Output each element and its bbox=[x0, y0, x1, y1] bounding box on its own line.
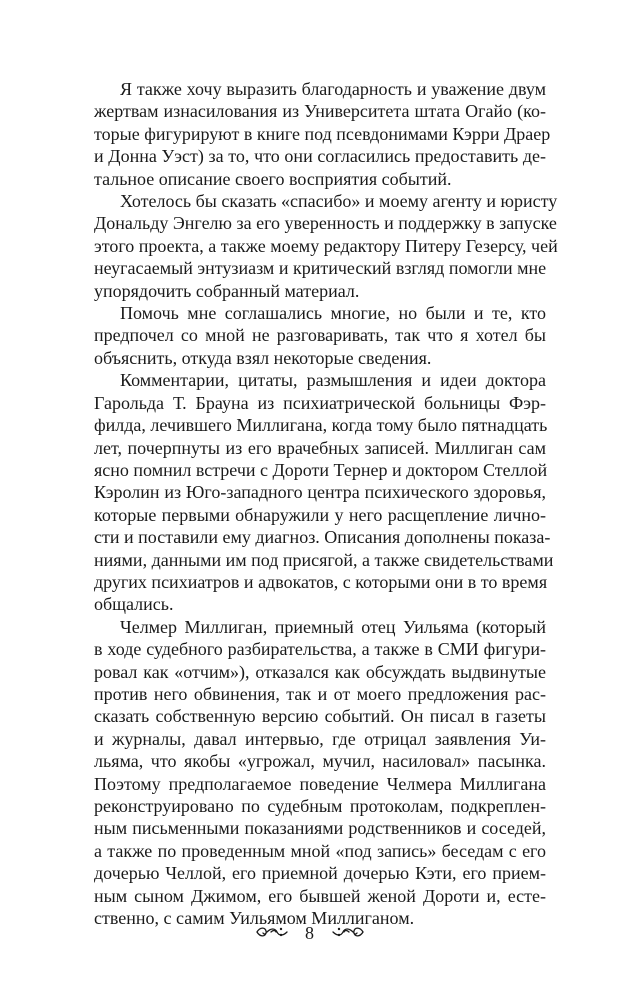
paragraph bbox=[94, 190, 558, 302]
text-line: ровал как «отчим»), отказался как обсуждать выдвинутые bbox=[94, 661, 546, 682]
text-line: Хотелось бы сказать «спасибо» и моему агенту и юристу bbox=[120, 191, 558, 212]
paragraph bbox=[94, 302, 546, 369]
text-line: сти и поставили ему диагноз. Описания дополнены показа- bbox=[94, 527, 551, 548]
text-line: предпочел со мной не разговаривать, так что я хотел бы bbox=[94, 325, 546, 346]
right-ornament-icon bbox=[331, 923, 365, 944]
text-line: реконструировано по судебным протоколам, подкреплен- bbox=[94, 796, 546, 816]
text-line: и журналы, давал интервью, где отрицал заявления Уи- bbox=[94, 728, 546, 749]
text-line: этого проекта, а также моему редактору Питеру Гезерсу, чей bbox=[94, 235, 558, 256]
text-line: торые фигурируют в книге под псевдонимами Кэрри Драер bbox=[94, 123, 551, 144]
text-line: ственно, с самим Уильямом Миллиганом. bbox=[94, 908, 415, 929]
paragraph bbox=[94, 616, 546, 930]
text-line: и Донна Уэст) за то, что они согласились предоставить де- bbox=[94, 146, 546, 167]
text-line: Дональду Энгелю за его уверенность и поддержку в запуске bbox=[94, 213, 557, 234]
text-line: неугасаемый энтузиазм и критический взгляд помогли мне bbox=[94, 258, 547, 279]
text-line: тальное описание своего восприятия событий. bbox=[94, 168, 452, 189]
text-line: дочерью Челлой, его приемной дочерью Кэти, его прием- bbox=[94, 863, 546, 884]
text-line: Комментарии, цитаты, размышления и идеи доктора bbox=[120, 370, 546, 391]
text-line: сказать собственную версию событий. Он писал в газеты bbox=[94, 706, 546, 727]
text-line: в ходе судебного разбирательства, а также в СМИ фигури- bbox=[94, 639, 546, 660]
text-line: жертвам изнасилования из Университета штата Огайо (ко- bbox=[94, 101, 546, 122]
book-page-text bbox=[94, 78, 558, 929]
paragraph bbox=[94, 78, 551, 190]
text-line: объяснить, откуда взял некоторые сведения. bbox=[94, 347, 432, 368]
text-line: Я также хочу выразить благодарность и уважение двум bbox=[120, 79, 546, 99]
text-line: филда, лечившего Миллигана, когда тому было пятнадцать bbox=[94, 415, 548, 436]
text-line: лет, почерпнуты из его врачебных записей. Миллиган сам bbox=[94, 437, 546, 458]
text-line: против него обвинения, так и от моего предложения рас- bbox=[94, 683, 546, 704]
text-line: ным письменными показаниями родственников и соседей, bbox=[94, 818, 546, 839]
text-line: ясно помнил встречи с Дороти Тернер и доктором Стеллой bbox=[94, 459, 548, 480]
text-line: упорядочить собранный материал. bbox=[94, 280, 360, 301]
text-line: льяма, что якобы «угрожал, мучил, насиловал» пасынка. bbox=[94, 751, 546, 772]
left-ornament-icon bbox=[255, 923, 289, 944]
text-line: Поэтому предполагаемое поведение Челмера Миллигана bbox=[94, 773, 546, 794]
page-number: 8 bbox=[305, 923, 314, 944]
text-line: а также по проведенным мной «под запись» беседам с его bbox=[94, 840, 546, 861]
text-line: Гарольда Т. Брауна из психиатрической больницы Фэр- bbox=[94, 392, 546, 413]
text-line: ным сыном Джимом, его бывшей женой Дороти и, есте- bbox=[94, 885, 546, 906]
page-footer bbox=[0, 922, 619, 944]
text-line: которые первыми обнаружили у него расщепление лично- bbox=[94, 504, 546, 525]
text-line: других психиатров и адвокатов, с которыми они в то время bbox=[94, 571, 548, 592]
text-line: Кэролин из Юго-западного центра психического здоровья, bbox=[94, 482, 546, 503]
text-line: ниями, данными им под присягой, а также свидетельствами bbox=[94, 549, 554, 570]
text-line: Помочь мне соглашались многие, но были и те, кто bbox=[120, 303, 546, 324]
text-line: общались. bbox=[94, 594, 174, 615]
paragraph bbox=[94, 369, 554, 615]
text-line: Челмер Миллиган, приемный отец Уильяма (который bbox=[120, 616, 546, 637]
